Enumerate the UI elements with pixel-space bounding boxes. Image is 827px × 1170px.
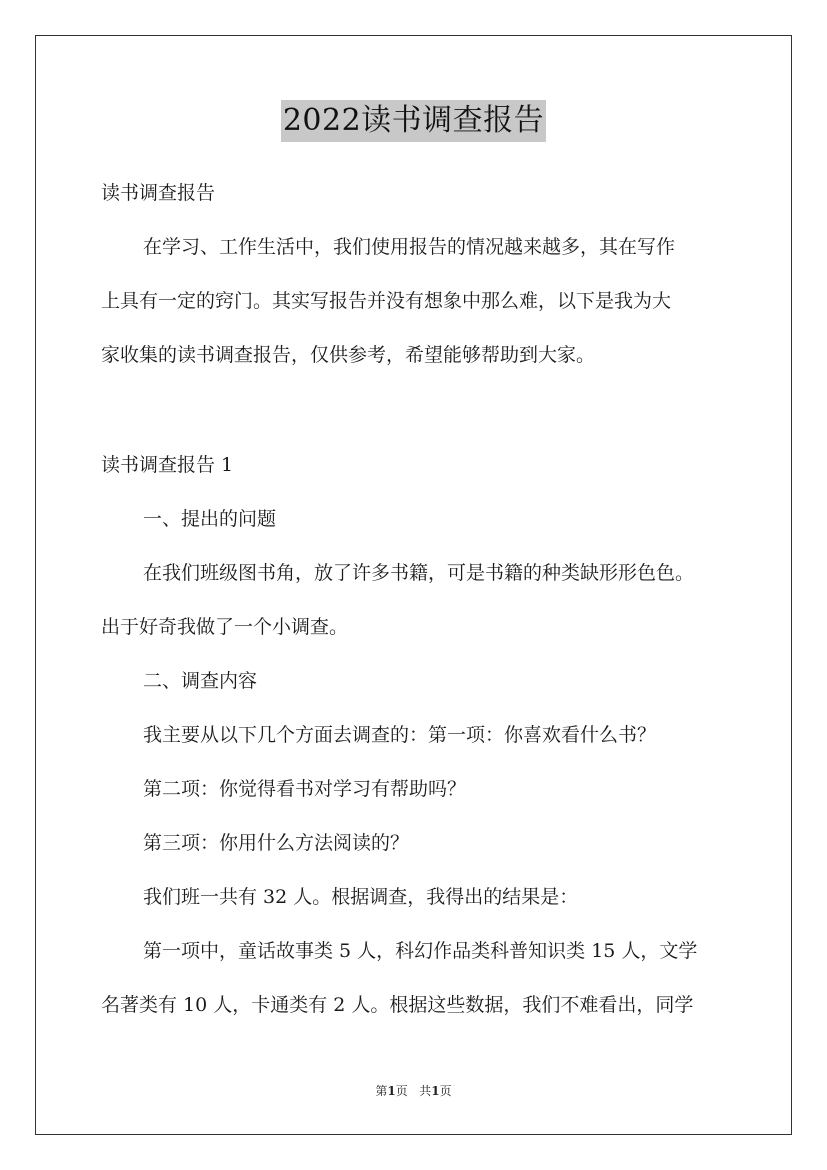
body-line: 第二项：你觉得看书对学习有帮助吗？ — [143, 778, 467, 800]
footer-page-current: 1 — [387, 1084, 396, 1098]
body-line: 第三项：你用什么方法阅读的？ — [143, 832, 410, 854]
heading-question: 一、提出的问题 — [143, 508, 277, 530]
footer-page-total: 1 — [431, 1084, 440, 1098]
heading-content: 二、调查内容 — [143, 670, 258, 692]
body-line: 名著类有 10 人，卡通类有 2 人。根据这些数据，我们不难看出，同学 — [101, 994, 694, 1016]
body-line: 第一项中，童话故事类 5 人，科幻作品类科普知识类 15 人，文学 — [143, 940, 698, 962]
document-subtitle: 读书调查报告 — [101, 182, 216, 204]
body-line: 在我们班级图书角，放了许多书籍，可是书籍的种类缺形形色色。 — [143, 562, 695, 584]
footer-page-prefix: 第 — [375, 1084, 388, 1098]
footer-page-suffix: 页 — [395, 1084, 408, 1098]
document-title: 2022读书调查报告 — [281, 100, 546, 142]
footer-total-suffix: 页 — [439, 1084, 452, 1098]
footer-total-prefix: 共 — [419, 1084, 432, 1098]
intro-line-1: 在学习、工作生活中，我们使用报告的情况越来越多，其在写作 — [143, 236, 676, 258]
title-container — [0, 100, 827, 142]
body-line: 我主要从以下几个方面去调查的：第一项：你喜欢看什么书？ — [143, 724, 657, 746]
body-line: 我们班一共有 32 人。根据调查，我得出的结果是： — [143, 886, 579, 908]
page-footer — [0, 1082, 827, 1100]
intro-line-2: 上具有一定的窍门。其实写报告并没有想象中那么难，以下是我为大 — [101, 290, 672, 312]
section-heading: 读书调查报告 1 — [101, 454, 234, 476]
body-line: 出于好奇我做了一个小调查。 — [101, 616, 349, 638]
intro-line-3: 家收集的读书调查报告，仅供参考，希望能够帮助到大家。 — [101, 344, 596, 366]
